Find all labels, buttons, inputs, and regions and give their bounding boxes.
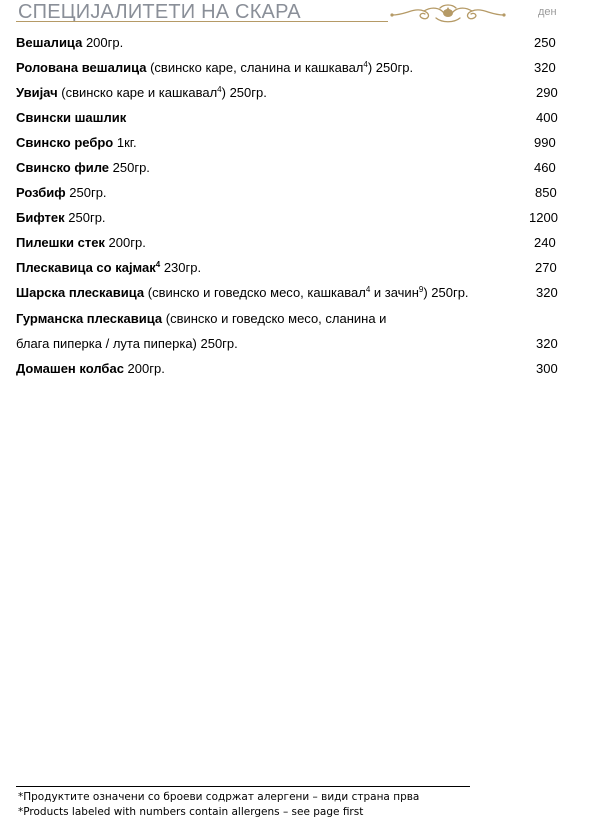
menu-item (16, 283, 576, 303)
menu-item (16, 183, 576, 203)
allergen-note-en: *Products labeled with numbers contain allergens – see page first (18, 806, 364, 818)
menu-item (16, 133, 576, 153)
item-name: Свинско ребро (16, 135, 114, 150)
item-detail: 250гр. (65, 185, 107, 200)
item-detail: 200гр. (123, 361, 165, 376)
item-name: Увијач (16, 85, 58, 100)
item-price: 290 (536, 85, 558, 100)
item-detail: 1кг. (113, 135, 137, 150)
item-detail: (свинско каре и кашкавал (57, 85, 218, 100)
flourish-ornament-icon (388, 2, 508, 26)
menu-item (16, 108, 576, 128)
menu-item (16, 359, 576, 379)
allergen-marker: 4 (155, 260, 161, 269)
item-detail: (свинско и говедско месо, кашкавал (144, 285, 366, 300)
item-name: Шарска плескавица (16, 285, 145, 300)
allergen-note-mk: *Продуктите означени со броеви содржат алергени – види страна прва (18, 791, 420, 803)
item-name: Домашен колбас (16, 361, 124, 376)
item-price: 320 (534, 60, 556, 75)
item-name: Плескавица со кајмак (16, 260, 156, 275)
item-detail: и зачин (370, 285, 419, 300)
menu-item (16, 309, 576, 329)
item-detail: ) 250гр. (221, 85, 267, 100)
item-price: 850 (535, 185, 557, 200)
menu-item (16, 83, 576, 103)
menu-header (16, 0, 582, 24)
item-name: Пилешки стек (16, 235, 105, 250)
item-name: Розбиф (16, 185, 66, 200)
item-detail: (свинско каре, сланина и кашкавал (146, 60, 364, 75)
item-price: 250 (534, 35, 556, 50)
item-name: Гурманска плескавица (16, 311, 163, 326)
item-price: 1200 (529, 210, 558, 225)
item-price: 990 (534, 135, 556, 150)
item-price: 460 (534, 160, 556, 175)
allergen-marker: 4 (363, 60, 368, 69)
allergen-marker: 4 (365, 285, 371, 294)
item-detail: ) 250гр. (367, 60, 414, 75)
section-title: СПЕЦИЈАЛИТЕТИ НА СКАРА (18, 1, 301, 23)
allergen-marker: 9 (418, 285, 424, 294)
title-underline (16, 21, 388, 22)
footer-divider (16, 786, 470, 787)
item-price: 320 (536, 285, 558, 300)
item-detail: 200гр. (104, 235, 146, 250)
item-detail: блага пиперка / лута пиперка) 250гр. (16, 336, 238, 351)
item-name: Вешалица (16, 35, 83, 50)
item-detail: 250гр. (64, 210, 106, 225)
menu-item (16, 233, 576, 253)
item-name: Свинско филе (16, 160, 110, 175)
item-detail: ) 250гр. (423, 285, 469, 300)
item-name: Свински шашлик (16, 110, 127, 125)
menu-item (16, 33, 576, 53)
item-price: 400 (536, 110, 558, 125)
item-name: Ролована вешалица (16, 60, 147, 75)
item-name: Бифтек (16, 210, 65, 225)
item-price: 320 (536, 336, 558, 351)
item-price: 240 (534, 235, 556, 250)
item-detail: 230гр. (160, 260, 202, 275)
menu-item (16, 208, 576, 228)
menu-item (16, 158, 576, 178)
item-detail: (свинско и говедско месо, сланина и (162, 311, 387, 326)
item-detail: 250гр. (109, 160, 150, 175)
menu-item-continuation (16, 334, 576, 354)
menu-item (16, 58, 576, 78)
item-price: 270 (535, 260, 557, 275)
currency-label: ден (538, 6, 557, 18)
menu-item (16, 258, 576, 278)
item-price: 300 (536, 361, 558, 376)
item-detail: 200гр. (82, 35, 124, 50)
allergen-marker: 4 (217, 85, 222, 94)
